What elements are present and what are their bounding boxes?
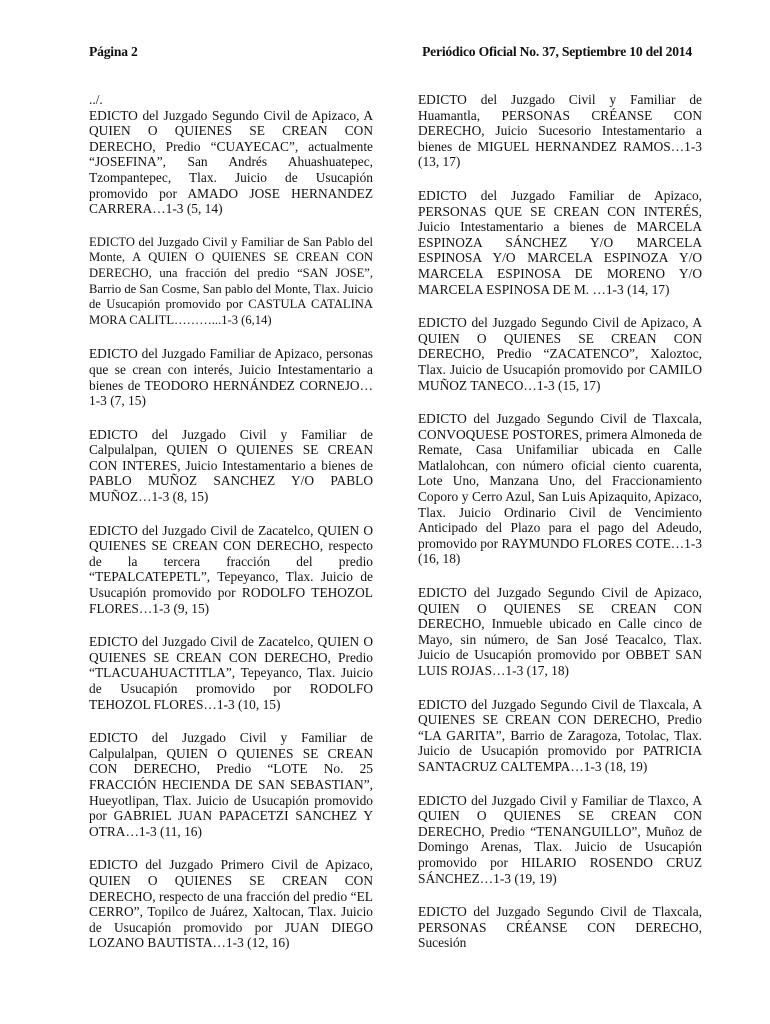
edict-entry: EDICTO del Juzgado Segundo Civil de Tlaxcala, PERSONAS CRÉANSE CON DERECHO, Sucesión	[418, 904, 702, 951]
edict-entry: EDICTO del Juzgado Primero Civil de Apizaco, QUIEN O QUIENES SE CREAN CON DERECHO, respecto de una fracción del predio “EL CERRO”, Topilco de Juárez, Xaltocan, Tlax. Juicio de Usucapión promovido por JUAN DIEGO LOZANO BAUTISTA…1-3 (12, 16)	[89, 857, 373, 951]
edict-entry: EDICTO del Juzgado Segundo Civil de Tlaxcala, A QUIENES SE CREAN CON DERECHO, Predio “LA GARITA”, Barrio de Zaragoza, Totolac, Tlax. Juicio de Usucapión promovido por PATRICIA SANTACRUZ CALTEMPA…1-3 (18, 19)	[418, 696, 702, 774]
edict-entry: EDICTO del Juzgado Civil y Familiar de San Pablo del Monte, A QUIEN O QUIENES SE CREAN CON DERECHO, una fracción del predio “SAN JOSE”, Barrio de San Cosme, San pablo del Monte, Tlax. Juicio de Usucapión promovido por CASTULA CATALINA MORA CALITL………...1-3 (6,14)	[89, 234, 373, 327]
edict-entry: EDICTO del Juzgado Segundo Civil de Apizaco, QUIEN O QUIENES SE CREAN CON DERECHO, Inmueble ubicado en Calle cinco de Mayo, sin número, de San José Teacalco, Tlax. Juicio de Usucapión promovido por OBBET SAN LUIS ROJAS…1-3 (17, 18)	[418, 585, 702, 678]
edict-entry: ../. EDICTO del Juzgado Segundo Civil de Apizaco, A QUIEN O QUIENES SE CREAN CON DERECHO, Predio “CUAYECAC”, actualmente “JOSEFINA”, San Andrés Ahuashuatepec, Tzompantepec, Tlax. Juicio de Usucapión promovido por AMADO JOSE HERNANDEZ CARRERA…1-3 (5, 14)	[89, 92, 373, 217]
left-column	[89, 92, 373, 969]
edict-entry: EDICTO del Juzgado Familiar de Apizaco, personas que se crean con interés, Juicio Intestamentario a bienes de TEODORO HERNÁNDEZ CORNEJO…1-3 (7, 15)	[89, 346, 373, 409]
edict-entry: EDICTO del Juzgado Segundo Civil de Tlaxcala, CONVOQUESE POSTORES, primera Almoneda de Remate, Casa Unifamiliar ubicada en Calle Matlalohcan, con número oficial ciento cuarenta, Lote Uno, Manzana Uno, del Fraccionamiento Coporo y Cerro Azul, San Luis Apizaquito, Apizaco, Tlax. Juicio Ordinario Civil de Vencimiento Anticipado del Plazo para el pago del Adeudo, promovido por RAYMUNDO FLORES COTE…1-3 (16, 18)	[418, 411, 702, 567]
publication-title: Periódico Oficial No. 37, Septiembre 10 del 2014	[422, 44, 692, 59]
edict-entry: EDICTO del Juzgado Civil y Familiar de Huamantla, PERSONAS CRÉANSE CON DERECHO, Juicio Sucesorio Intestamentario a bienes de MIGUEL HERNANDEZ RAMOS…1-3 (13, 17)	[418, 92, 702, 170]
edict-entry: EDICTO del Juzgado Civil y Familiar de Tlaxco, A QUIEN O QUIENES SE CREAN CON DERECHO, Predio “TENANGUILLO”, Muñoz de Domingo Arenas, Tlax. Juicio de Usucapión promovido por HILARIO ROSENDO CRUZ SÁNCHEZ…1-3 (19, 19)	[418, 792, 702, 886]
edict-entry: EDICTO del Juzgado Familiar de Apizaco, PERSONAS QUE SE CREAN CON INTERÉS, Juicio Intestamentario a bienes de MARCELA ESPINOZA SÁNCHEZ Y/O MARCELA ESPINOSA Y/O MARCELA ESPINOZA Y/O MARCELA ESPINOSA DE MORENO Y/O MARCELA ESPINOSA DE M. …1-3 (14, 17)	[418, 187, 702, 297]
edict-entry: EDICTO del Juzgado Civil y Familiar de Calpulalpan, QUIEN O QUIENES SE CREAN CON DERECHO, Predio “LOTE No. 25 FRACCIÓN HECIENDA DE SAN SEBASTIAN”, Hueyotlipan, Tlax. Juicio de Usucapión promovido por GABRIEL JUAN PAPACETZI SANCHEZ Y OTRA…1-3 (11, 16)	[89, 730, 373, 839]
edict-entry: EDICTO del Juzgado Civil y Familiar de Calpulalpan, QUIEN O QUIENES SE CREAN CON INTERES, Juicio Intestamentario a bienes de PABLO MUÑOZ SANCHEZ Y/O PABLO MUÑOZ…1-3 (8, 15)	[89, 426, 373, 505]
right-column	[418, 92, 702, 969]
edict-entry: EDICTO del Juzgado Civil de Zacatelco, QUIEN O QUIENES SE CREAN CON DERECHO, Predio “TLACUAHUACTITLA”, Tepeyanco, Tlax. Juicio de Usucapión promovido por RODOLFO TEHOZOL FLORES…1-3 (10, 15)	[89, 634, 373, 712]
page-number: Página 2	[89, 44, 138, 59]
edict-entry: EDICTO del Juzgado Civil de Zacatelco, QUIEN O QUIENES SE CREAN CON DERECHO, respecto de la tercera fracción del predio “TEPALCATEPETL”, Tepeyanco, Tlax. Juicio de Usucapión promovido por RODOLFO TEHOZOL FLORES…1-3 (9, 15)	[89, 522, 373, 616]
edict-entry: EDICTO del Juzgado Segundo Civil de Apizaco, A QUIEN O QUIENES SE CREAN CON DERECHO, Predio “ZACATENCO”, Xaloztoc, Tlax. Juicio de Usucapión promovido por CAMILO MUÑOZ TANECO…1-3 (15, 17)	[418, 315, 702, 393]
page-header	[89, 44, 692, 64]
